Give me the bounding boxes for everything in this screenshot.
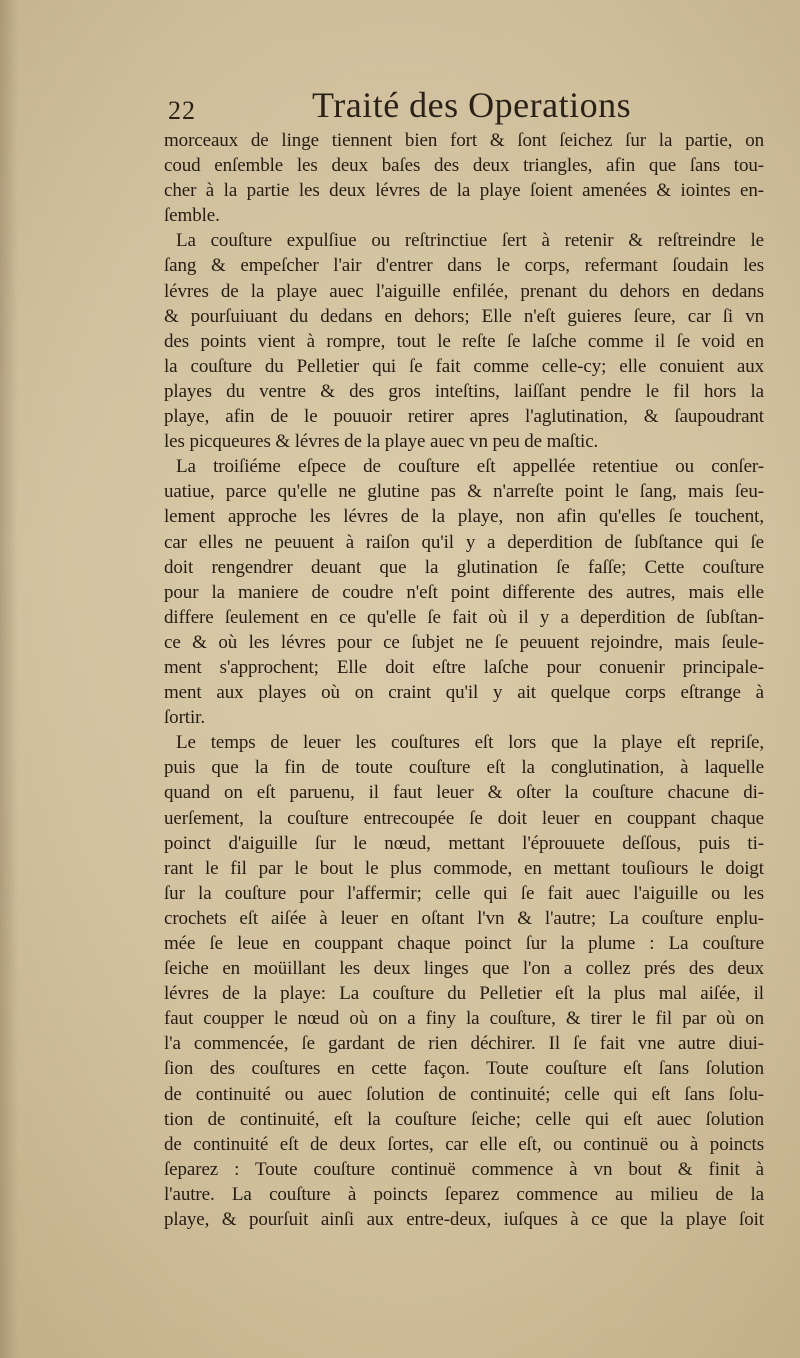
text-line: l'autre. La couſture à poincts ſeparez commence au milieu de la (164, 1183, 764, 1205)
text-line: mée ſe leue en couppant chaque poinct ſur la plume : La couſture (164, 933, 764, 954)
text-line: crochets eſt aiſée à leuer en oſtant l'vn & l'autre; La couſture enplu- (164, 907, 764, 929)
text-line: de continuité ou auec ſolution de continuité; celle qui eſt ſans ſolu- (164, 1083, 764, 1105)
body-text (164, 128, 764, 1232)
text-line: ſeiche en moüillant les deux linges que l'on a collez prés des deux (164, 958, 764, 980)
text-line: poinct d'aiguille ſur le nœud, mettant l'éprouuete deſſous, puis ti- (164, 832, 764, 854)
text-line: playe, afin de le pouuoir retirer apres l'aglutination, & ſaupoudrant (164, 406, 764, 428)
text-line: & pourſuiuant du dedans en dehors; Elle n'eſt guieres ſeure, car ſi vn (164, 305, 764, 327)
text-line: pour la maniere de coudre n'eſt point differente des autres, mais elle (164, 581, 764, 603)
text-line: morceaux de linge tiennent bien fort & ſont ſeichez ſur la partie, on (164, 130, 764, 151)
page-header (168, 84, 758, 130)
text-line: la couſture du Pelletier qui ſe fait comme celle-cy; elle conuient aux (164, 355, 764, 377)
text-line: playe, & pourſuit ainſi aux entre-deux, iuſques à ce que la playe ſoit (164, 1209, 764, 1231)
text-line: tion de continuité, eſt la couſture ſeiche; celle qui eſt auec ſolution (164, 1108, 764, 1130)
paragraph-start-line: La couſture expulſiue ou reſtrinctiue ſert à retenir & reſtreindre le (176, 230, 764, 252)
text-line: differe ſeulement en ce qu'elle ſe fait où il y a deperdition de ſubſtan- (164, 606, 764, 628)
text-line: des points vient à rompre, tout le reſte ſe laſche comme il ſe void en (164, 330, 764, 352)
text-line: uerſement, la couſture entrecoupée ſe doit leuer en couppant chaque (164, 807, 764, 829)
text-line: car elles ne peuuent à raiſon qu'il y a deperdition de ſubſtance qui ſe (164, 531, 764, 553)
text-line: quand on eſt paruenu, il faut leuer & oſter la couſture chacune di- (164, 782, 764, 804)
page-number: 22 (168, 96, 196, 125)
paragraph-start-line: Le temps de leuer les couſtures eſt lors que la playe eſt repriſe, (176, 732, 764, 754)
text-line: coud enſemble les deux baſes des deux triangles, afin que ſans tou- (164, 155, 764, 177)
text-line: les picqueures & lévres de la playe auec vn peu de maſtic. (164, 431, 599, 453)
text-line: ſang & empeſcher l'air d'entrer dans le corps, refermant ſoudain les (164, 255, 764, 277)
text-line: ment s'approchent; Elle doit eſtre laſche pour conuenir principale- (164, 656, 764, 678)
text-line: ſemble. (164, 205, 220, 227)
running-title: Traité des Operations (312, 85, 632, 125)
text-line: faut coupper le nœud où on a finy la couſture, & tirer le fil par où on (164, 1008, 764, 1030)
text-line: uatiue, parce qu'elle ne glutine pas & n'arreſte point le ſang, mais ſeu- (164, 481, 764, 503)
text-line: rant le fil par le bout le plus commode, en mettant touſiours le doigt (164, 857, 764, 879)
text-line: de continuité eſt de deux ſortes, car elle eſt, ou continuë ou à poincts (164, 1133, 764, 1155)
paragraph-start-line: La troiſiéme eſpece de couſture eſt appellée retentiue ou conſer- (176, 456, 764, 478)
text-line: lévres de la playe: La couſture du Pelletier eſt la plus mal aiſée, il (164, 983, 764, 1005)
text-line: lement approche les lévres de la playe, non afin qu'elles ſe touchent, (164, 506, 764, 528)
text-line: ſortir. (164, 707, 205, 729)
text-line: playes du ventre & des gros inteſtins, laiſſant pendre le fil hors la (164, 380, 764, 402)
text-line: ſion des couſtures en cette façon. Toute couſture eſt ſans ſolution (164, 1058, 764, 1080)
text-line: ment aux playes où on craint qu'il y ait quelque corps eſtrange à (164, 682, 764, 704)
text-line: lévres de la playe auec l'aiguille enfilée, prenant du dehors en dedans (164, 280, 764, 302)
text-line: puis que la fin de toute couſture eſt la conglutination, à laquelle (164, 757, 764, 779)
text-line: ſeparez : Toute couſture continuë commence à vn bout & finit à (164, 1158, 764, 1180)
text-line: ce & où les lévres pour ce ſubjet ne ſe peuuent rejoindre, mais ſeule- (164, 631, 764, 653)
page-gutter-shadow (0, 0, 18, 1358)
text-line: l'a commencée, ſe gardant de rien déchirer. Il ſe fait vne autre diui- (164, 1033, 764, 1055)
text-line: cher à la partie les deux lévres de la playe ſoient amenées & iointes en- (164, 180, 764, 202)
text-line: doit rengendrer deuant que la glutination ſe faſſe; Cette couſture (164, 556, 764, 578)
text-line: ſur la couſture pour l'affermir; celle qui ſe fait auec l'aiguille ou les (164, 882, 764, 904)
